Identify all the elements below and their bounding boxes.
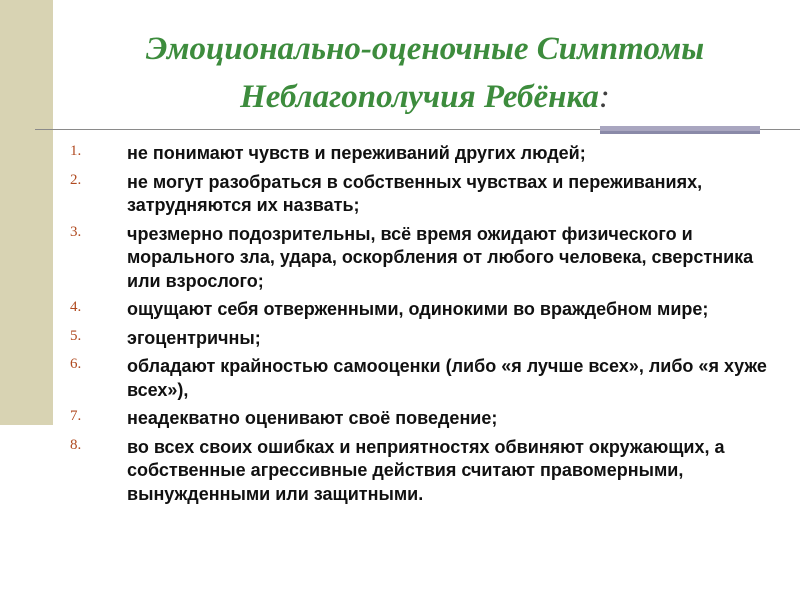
list-text: чрезмерно подозрительны, всё время ожидают физического и морального зла, удара, оскорбления от любого человека, сверстника или взрослого;: [127, 223, 754, 291]
list-number: 8.: [70, 436, 82, 453]
list-number: 4.: [70, 299, 82, 315]
list-text: во всех своих ошибках и неприятностях обвиняют окружающих, а собственные агрессивные действия считают правомерными, вынужденными или защитными.: [127, 436, 725, 504]
list-item: [0, 298, 772, 322]
list-item: [0, 223, 772, 294]
list-number: 2.: [70, 171, 82, 188]
list-item: [0, 407, 772, 431]
list-number: 7.: [70, 408, 82, 424]
symptom-list: [0, 142, 800, 511]
list-text: не понимают чувств и переживаний других людей;: [127, 143, 586, 163]
list-item: [0, 327, 772, 351]
list-number: 1.: [70, 143, 82, 159]
list-number: 6.: [70, 356, 82, 372]
title-line-1: Эмоционально-оценочные Симптомы: [145, 31, 705, 67]
list-text: неадекватно оценивают своё поведение;: [127, 408, 498, 428]
list-item: [0, 142, 772, 166]
list-text: обладают крайностью самооценки (либо «я лучше всех», либо «я хуже всех»),: [127, 356, 767, 400]
list-item: [0, 436, 772, 507]
title-line-2: [60, 73, 790, 121]
list-item: [0, 355, 772, 402]
list-text: ощущают себя отверженными, одинокими во враждебном мире;: [127, 299, 709, 319]
list-text: не могут разобраться в собственных чувствах и переживаниях, затрудняются их назвать;: [127, 171, 703, 215]
list-number: 3.: [70, 223, 82, 240]
list-text: эгоцентричны;: [127, 327, 261, 348]
slide-title: [60, 25, 790, 121]
list-item: [0, 171, 772, 218]
title-divider-accent-shadow: [600, 131, 760, 134]
title-line-2-text: Неблагополучия Ребёнка: [240, 79, 599, 115]
title-colon: :: [598, 79, 610, 115]
list-number: 5.: [70, 327, 82, 344]
